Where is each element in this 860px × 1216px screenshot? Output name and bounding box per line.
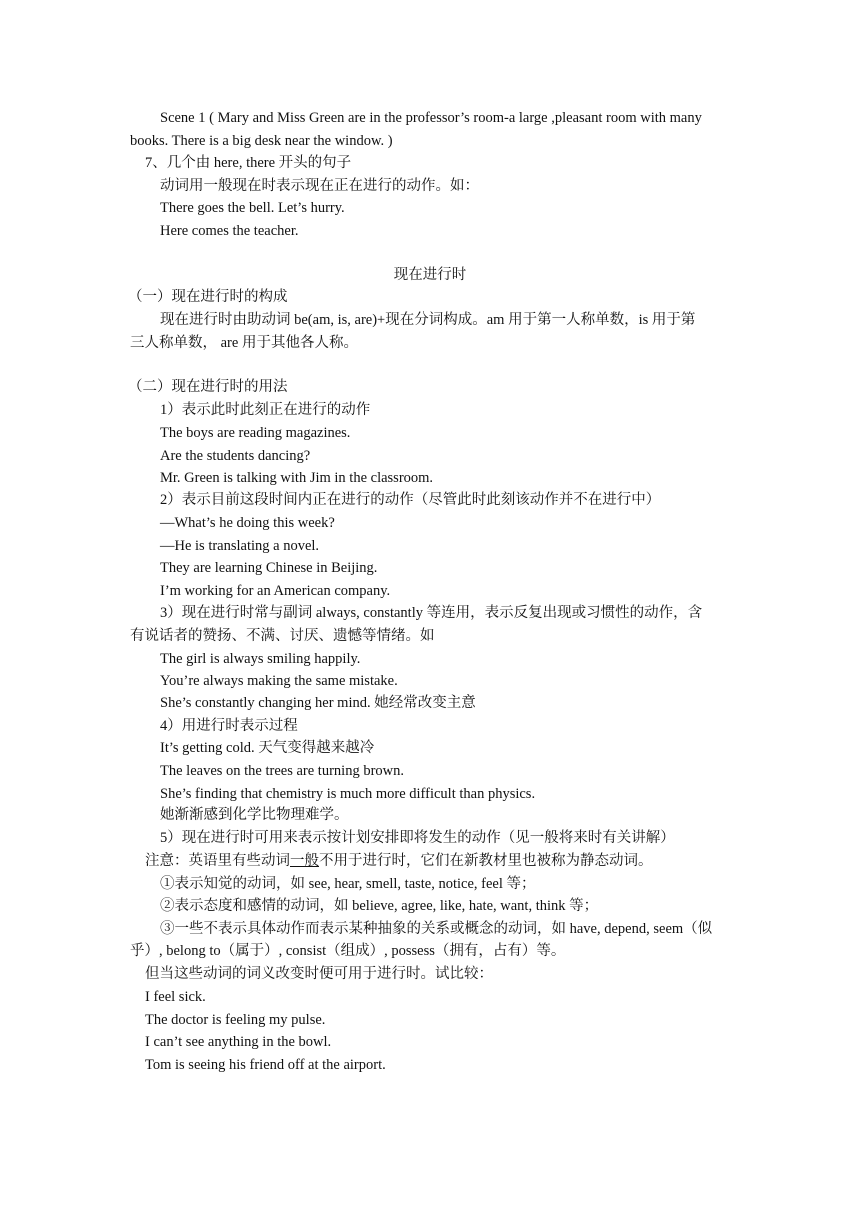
example-sentence: Mr. Green is talking with Jim in the classroom.: [160, 470, 434, 486]
note-item-2: ②表示态度和感情的动词，如 believe, agree, like, hate, want, think 等；: [160, 898, 599, 914]
usage-3-line-1: 3）现在进行时常与副词 always, constantly 等连用，表示反复出现或习惯性的动作，含: [160, 605, 703, 621]
example-sentence: Tom is seeing his friend off at the airport.: [145, 1057, 386, 1073]
scene-line-2: books. There is a big desk near the window. ): [130, 133, 393, 149]
example-sentence: I can’t see anything in the bowl.: [145, 1034, 332, 1050]
example-sentence: Are the students dancing?: [160, 448, 311, 464]
example-sentence: The girl is always smiling happily.: [160, 651, 361, 667]
usage-1-title: 1）表示此时此刻正在进行的动作: [160, 402, 371, 418]
example-sentence: I feel sick.: [145, 989, 206, 1005]
scene-line-1: Scene 1 ( Mary and Miss Green are in the professor’s room-a large ,pleasant room with many: [160, 110, 702, 126]
section-7-desc: 动词用一般现在时表示现在正在进行的动作。如：: [160, 178, 479, 194]
usage-5-title: 5）现在进行时可用来表示按计划安排即将发生的动作（见一般将来时有关讲解）: [160, 830, 675, 846]
example-sentence: —He is translating a novel.: [160, 538, 320, 554]
example-sentence: It’s getting cold. 天气变得越来越冷: [160, 740, 375, 756]
usage-3-line-2: 有说话者的赞扬、不满、讨厌、遗憾等情绪。如: [130, 628, 435, 644]
example-sentence: The boys are reading magazines.: [160, 425, 351, 441]
note-line: [145, 851, 653, 871]
note-pre: 注意：英语里有些动词: [145, 853, 290, 869]
example-sentence: You’re always making the same mistake.: [160, 673, 398, 689]
part-1-line-1: 现在进行时由助动词 be(am, is, are)+现在分词构成。am 用于第一人称单数，is 用于第: [160, 312, 696, 328]
example-sentence: The doctor is feeling my pulse.: [145, 1012, 326, 1028]
note-item-3-line-2: 乎）, belong to（属于）, consist（组成）, possess（拥有，占有）等。: [130, 943, 566, 959]
example-sentence: They are learning Chinese in Beijing.: [160, 560, 378, 576]
note-item-1: ①表示知觉的动词，如 see, hear, smell, taste, notice, feel 等；: [160, 876, 536, 892]
example-sentence: Here comes the teacher.: [160, 223, 299, 239]
part-1-title: （一）现在进行时的构成: [128, 289, 288, 305]
example-sentence: She’s finding that chemistry is much more difficult than physics.: [160, 786, 536, 802]
compare-line: 但当这些动词的词义改变时便可用于进行时。试比较：: [145, 966, 493, 982]
part-2-title: （二）现在进行时的用法: [128, 379, 288, 395]
note-underlined: 一般: [290, 853, 319, 869]
example-sentence: —What’s he doing this week?: [160, 515, 335, 531]
example-translation: 她渐渐感到化学比物理难学。: [160, 807, 349, 823]
page-heading: 现在进行时: [393, 267, 467, 283]
section-7-title: 7、几个由 here, there 开头的句子: [145, 155, 352, 171]
note-post: 不用于进行时，它们在新教材里也被称为静态动词。: [319, 853, 653, 869]
usage-2-title: 2）表示目前这段时间内正在进行的动作（尽管此时此刻该动作并不在进行中）: [160, 492, 661, 508]
part-1-line-2: 三人称单数， are 用于其他各人称。: [130, 335, 358, 351]
usage-4-title: 4）用进行时表示过程: [160, 718, 298, 734]
example-sentence: There goes the bell. Let’s hurry.: [160, 200, 345, 216]
example-sentence: The leaves on the trees are turning brown.: [160, 763, 404, 779]
example-sentence: I’m working for an American company.: [160, 583, 391, 599]
example-sentence: She’s constantly changing her mind. 她经常改变主意: [160, 695, 476, 711]
note-item-3-line-1: ③一些不表示具体动作而表示某种抽象的关系或概念的动词，如 have, depend, seem（似: [160, 921, 713, 937]
